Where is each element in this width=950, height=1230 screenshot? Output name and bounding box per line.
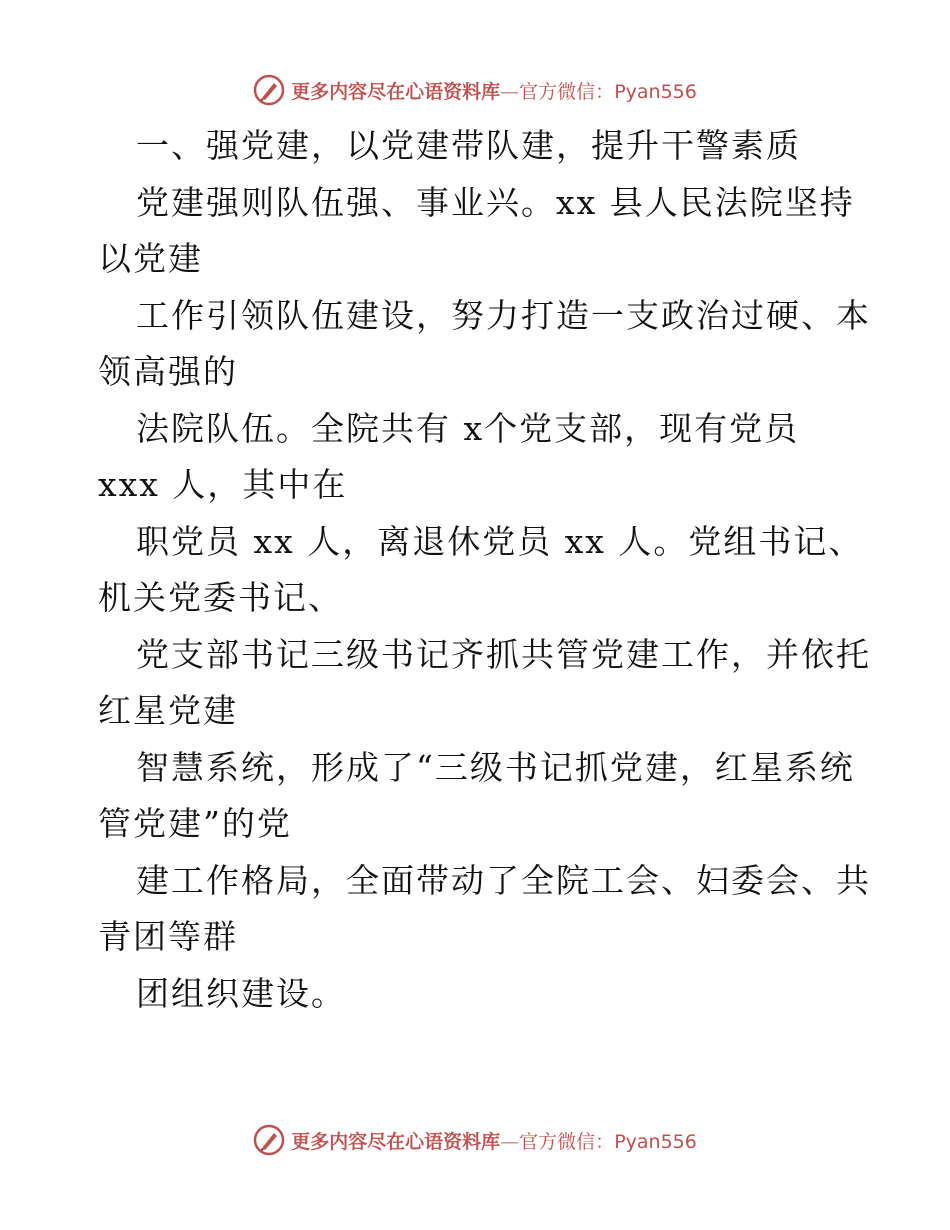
pen-logo-icon xyxy=(253,1124,285,1156)
text-line: 党支部书记三级书记齐抓共管党建工作，并依托 xyxy=(136,634,871,674)
document-body xyxy=(98,118,871,1022)
text-line: 一、强党建，以党建带队建，提升干警素质 xyxy=(136,126,801,165)
header-banner xyxy=(0,70,950,110)
text-line: 智慧系统，形成了“三级书记抓党建，红星系统 xyxy=(136,747,855,787)
banner-separator: — xyxy=(500,1130,520,1153)
pen-logo-icon xyxy=(253,74,285,106)
text-line: xxx 人，其中在 xyxy=(98,465,348,504)
text-line: 党建强则队伍强、事业兴。xx 县人民法院坚持 xyxy=(136,182,855,222)
text-line: 职党员 xx 人，离退休党员 xx 人。党组书记、 xyxy=(136,521,864,561)
banner-separator: — xyxy=(500,80,520,103)
text-line: 团组织建设。 xyxy=(136,973,346,1013)
text-line: 红星党建 xyxy=(98,691,238,730)
text-line: 管党建”的党 xyxy=(98,804,292,843)
text-line: 青团等群 xyxy=(98,917,238,956)
banner-wechat-label: 官方微信： xyxy=(519,1130,615,1153)
banner-text xyxy=(291,77,697,104)
text-line: 建工作格局，全面带动了全院工会、妇委会、共 xyxy=(136,860,871,900)
footer-banner xyxy=(0,1120,950,1160)
banner-wechat-account: Pyan556 xyxy=(614,1130,697,1153)
text-line: 领高强的 xyxy=(98,352,238,391)
banner-text xyxy=(291,1127,697,1154)
banner-wechat-label: 官方微信： xyxy=(519,80,615,103)
text-line: 机关党委书记、 xyxy=(98,578,343,617)
banner-main-text: 更多内容尽在心语资料库 xyxy=(291,1130,501,1153)
banner-wechat-account: Pyan556 xyxy=(614,80,697,103)
text-line: 以党建 xyxy=(98,239,203,278)
text-line: 工作引领队伍建设，努力打造一支政治过硬、本 xyxy=(136,295,871,335)
banner-main-text: 更多内容尽在心语资料库 xyxy=(291,80,501,103)
text-line: 法院队伍。全院共有 x个党支部，现有党员 xyxy=(136,408,800,448)
